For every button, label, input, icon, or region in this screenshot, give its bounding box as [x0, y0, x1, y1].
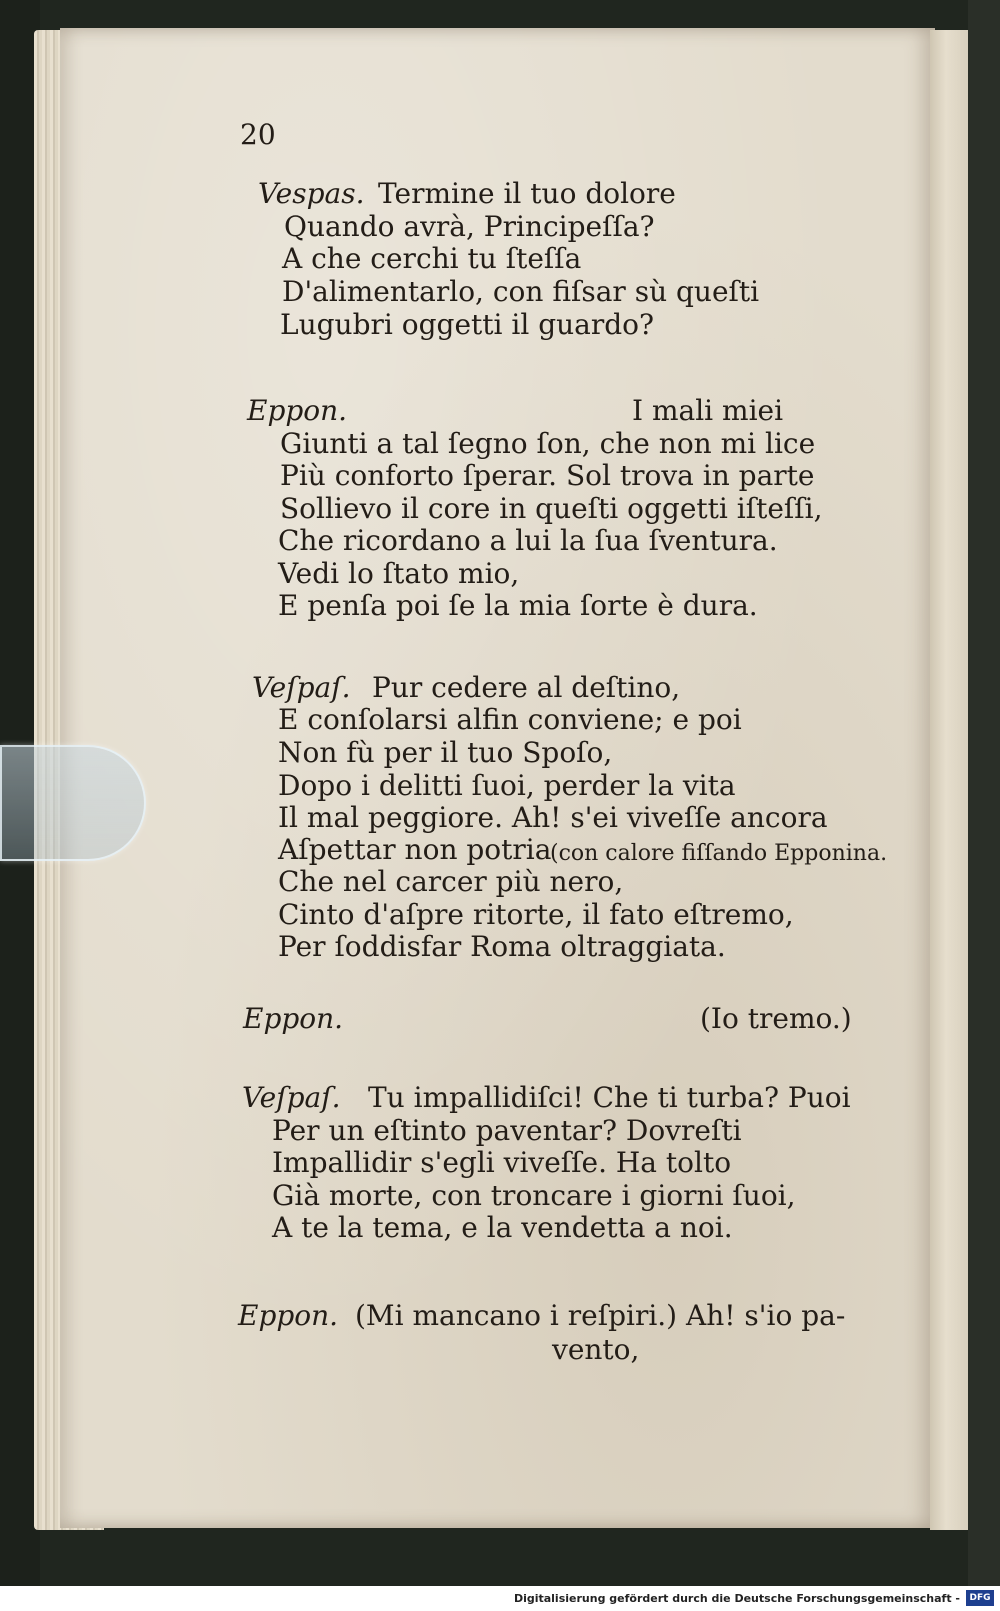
verse-line: Termine il tuo dolore [378, 177, 676, 210]
page-number: 20 [240, 118, 276, 151]
verse-line: Più conforto ſperar. Sol trova in parte [280, 459, 815, 492]
speaker-vespasiano: Vespas. [258, 177, 365, 210]
verse-line: Per ſoddisfar Roma oltraggiata. [278, 930, 726, 963]
verse-line: Dopo i delitti ſuoi, perder la vita [278, 769, 736, 802]
glass-page-holder [0, 745, 146, 861]
verse-line: Aſpettar non potria [278, 833, 552, 866]
verse-line: (Mi mancano i reſpiri.) Ah! s'io pa- [355, 1299, 846, 1332]
verse-line: vento, [552, 1333, 640, 1366]
verse-line: Che ricordano a lui la ſua ſventura. [278, 524, 778, 557]
verse-line: Lugubri oggetti il guardo? [280, 308, 655, 341]
verse-line: Non fù per il tuo Spoſo, [278, 736, 613, 769]
background-right [968, 0, 1000, 1611]
verse-line: Per un eſtinto paventar? Dovreſti [272, 1114, 742, 1147]
verse-line: I mali miei [632, 394, 784, 427]
verse-line: Pur cedere al deſtino, [372, 671, 681, 704]
dfg-logo: DFG [966, 1590, 994, 1606]
verse-line: Cinto d'aſpre ritorte, il fato eſtremo, [278, 898, 794, 931]
footer-credit: Digitalisierung gefördert durch die Deutsche Forschungsgemeinschaft - [513, 1592, 960, 1605]
verse-line: Tu impallidiſci! Che ti turba? Puoi [368, 1081, 851, 1114]
facing-page-edge [930, 30, 970, 1530]
verse-line: D'alimentarlo, con fiſsar sù queſti [282, 275, 760, 308]
stage-direction: (con calore fiſſando Epponina. [550, 841, 888, 866]
verse-line: (Io tremo.) [700, 1002, 852, 1035]
speaker-vespasiano: Veſpaſ. [242, 1081, 341, 1114]
verse-line: Già morte, con troncare i giorni ſuoi, [272, 1179, 796, 1212]
verse-line: Quando avrà, Principeſſa? [284, 210, 655, 243]
verse-line: Vedi lo ſtato mio, [278, 557, 520, 590]
verse-line: A te la tema, e la vendetta a noi. [272, 1211, 733, 1244]
verse-line: E penſa poi ſe la mia ſorte è dura. [278, 589, 758, 622]
verse-line: Impallidir s'egli viveſſe. Ha tolto [272, 1146, 732, 1179]
verse-line: A che cerchi tu ſteſſa [282, 242, 582, 275]
verse-line: Il mal peggiore. Ah! s'ei viveſſe ancora [278, 801, 828, 834]
verse-line: Sollievo il core in queſti oggetti iſteſſi, [280, 492, 823, 525]
verse-line: Giunti a tal ſegno ſon, che non mi lice [280, 427, 816, 460]
speaker-epponina: Eppon. [243, 1002, 344, 1035]
speaker-epponina: Eppon. [247, 394, 348, 427]
verse-line: Che nel carcer più nero, [278, 865, 624, 898]
speaker-vespasiano: Veſpaſ. [252, 671, 351, 704]
speaker-epponina: Eppon. [238, 1299, 339, 1332]
verse-line: E conſolarsi alfin conviene; e poi [278, 703, 742, 736]
